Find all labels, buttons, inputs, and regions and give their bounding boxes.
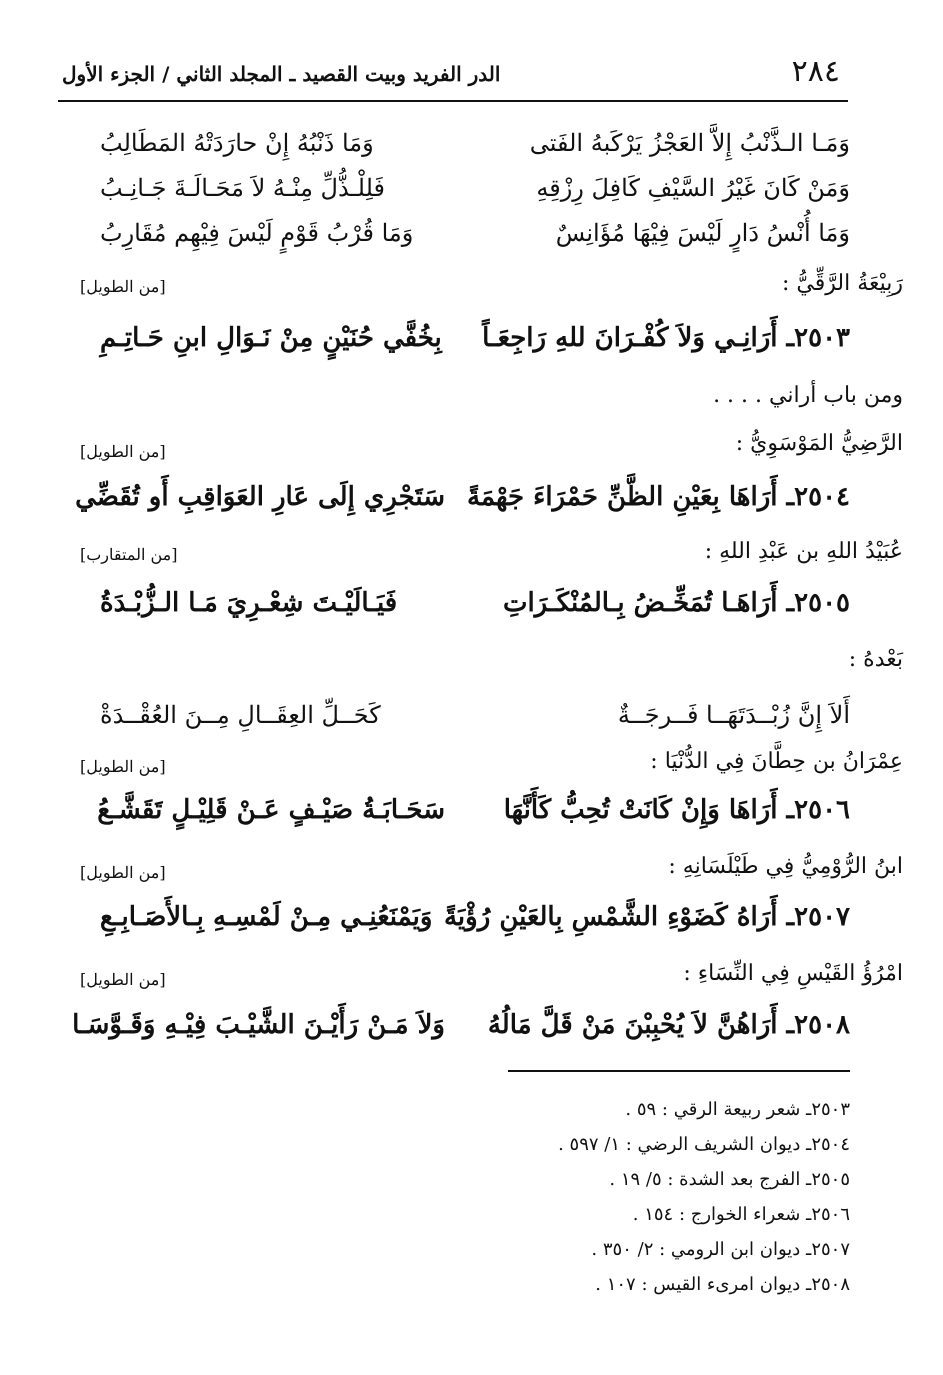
verse-second-hemistich: سَتَجْرِي إِلَى عَارِ العَوَاقِبِ أَو تُقَضِّي — [75, 482, 445, 512]
verse-first-hemistich: ٢٥٠٦ـ أَرَاهَا وَإِنْ كَانَتْ تُحِبُّ كَأَنَّهَا — [503, 795, 850, 825]
footnote: ٢٥٠٦ـ شعراء الخوارج : ١٥٤ . — [632, 1204, 850, 1225]
meter-label: [من المتقارب] — [80, 545, 178, 564]
meter-label: [من الطويل] — [80, 757, 166, 776]
page-header — [58, 52, 848, 98]
verse-row — [100, 163, 850, 213]
poet-attribution: عِمْرَانُ بن حِطَّانَ فِي الدُّنْيَا : — [650, 749, 903, 774]
verse-row-2503 — [100, 313, 850, 363]
verse-second-hemistich: كَحَــلِّ العِقَــالِ مِــنَ العُقْــدَةْ — [100, 701, 381, 729]
verse-row — [100, 118, 850, 168]
section-note: ومن باب أراني . . . . — [713, 383, 903, 408]
meter-label: [من الطويل] — [80, 970, 166, 989]
verse-second-hemistich: وَيَمْنَعُنِـي مِـنْ لَمْسِـهِ بِـالأَصَـابِـعِ — [100, 902, 433, 932]
poet-attribution: امْرُؤُ القَيْسِ فِي النِّسَاءِ : — [683, 961, 903, 986]
footnote: ٢٥٠٥ـ الفرج بعد الشدة : ٥/ ١٩ . — [609, 1169, 850, 1190]
verse-row-2504 — [75, 472, 850, 522]
verse-second-hemistich: فَلِلْـذُّلِّ مِنْـهُ لاَ مَحَـالَـةَ جَـانِـبُ — [100, 174, 385, 202]
footnote: ٢٥٠٤ـ ديوان الشريف الرضي : ١/ ٥٩٧ . — [558, 1134, 850, 1155]
verse-row-2508 — [72, 1000, 850, 1050]
verse-first-hemistich: ٢٥٠٤ـ أَرَاهَا بِعَيْنِ الظَّنِّ حَمْرَاءَ جَهْمَةً — [467, 482, 850, 512]
poet-attribution: رَبِيْعَةُ الرَّقِّيُّ : — [782, 271, 903, 296]
verse-first-hemistich: أَلاَ إِنَّ زُبْــدَتَهَــا فَــرجَــةٌ — [617, 701, 850, 729]
verse-row — [100, 208, 850, 258]
verse-second-hemistich: وَمَا قُرْبُ قَوْمٍ لَيْسَ فِيْهِم مُقَارِبُ — [100, 219, 414, 247]
meter-label: [من الطويل] — [80, 277, 166, 296]
meter-label: [من الطويل] — [80, 863, 166, 882]
poet-attribution: عُبَيْدُ اللهِ بن عَبْدِ اللهِ : — [704, 539, 903, 564]
footnote: ٢٥٠٨ـ ديوان امرىء القيس : ١٠٧ . — [595, 1274, 850, 1295]
verse-first-hemistich: ٢٥٠٣ـ أَرَانِـي وَلاَ كُفْـرَانَ للهِ رَاجِعَـاً — [482, 323, 850, 353]
poet-attribution: الرَّضِيُّ المَوْسَوِيُّ : — [735, 431, 903, 456]
verse-row-2506 — [97, 785, 850, 835]
poet-attribution: بَعْدهُ : — [848, 647, 903, 672]
verse-row-2505 — [100, 578, 850, 628]
verse-first-hemistich: وَمَا أُنْسُ دَارٍ لَيْسَ فِيْهَا مُؤَانِسٌ — [555, 219, 850, 247]
page-number: ٢٨٤ — [791, 54, 840, 89]
verse-second-hemistich: فَيَـالَيْـتَ شِعْـرِيَ مَـا الـزُّبْـدَةُ — [100, 588, 398, 618]
verse-row — [100, 690, 850, 740]
verse-first-hemistich: وَمَـا الـذَّنْبُ إِلاَّ العَجْزُ يَرْكَبهُ الفَتى — [529, 129, 850, 157]
header-rule — [58, 100, 848, 102]
footnote-rule — [508, 1070, 850, 1072]
footnote: ٢٥٠٣ـ شعر ربيعة الرقي : ٥٩ . — [625, 1099, 850, 1120]
verse-first-hemistich: ٢٥٠٥ـ أَرَاهَـا تُمَخِّـضُ بِـالمُنْكَـرَاتِ — [502, 588, 850, 618]
meter-label: [من الطويل] — [80, 442, 166, 461]
verse-second-hemistich: بِخُفَّي حُنَيْنٍ مِنْ نَـوَالِ ابنِ حَـاتِـمِ — [100, 323, 442, 353]
verse-row-2507 — [100, 892, 850, 942]
verse-first-hemistich: ٢٥٠٧ـ أَرَاهُ كَضَوْءِ الشَّمْسِ بِالعَيْنِ رُؤْيَةً — [443, 902, 850, 932]
footnote: ٢٥٠٧ـ ديوان ابن الرومي : ٢/ ٣٥٠ . — [591, 1239, 850, 1260]
verse-second-hemistich: وَلاَ مَـنْ رَأَيْـنَ الشَّيْـبَ فِيْـهِ وَقَـوَّسَـا — [72, 1010, 445, 1040]
running-title: الدر الفريد وبيت القصيد ـ المجلد الثاني / الجزء الأول — [62, 62, 501, 86]
verse-first-hemistich: وَمَنْ كَانَ غَيْرُ السَّيْفِ كَافِلَ رِزْقِهِ — [536, 174, 850, 202]
verse-first-hemistich: ٢٥٠٨ـ أَرَاهُنَّ لاَ يُحْبِبْنَ مَنْ قَلَّ مَالُهُ — [487, 1010, 850, 1040]
poet-attribution: ابنُ الرُّوْمِيُّ فِي طَيْلَسَانِهِ : — [668, 854, 903, 879]
verse-second-hemistich: وَمَا ذَنْبُهُ إِنْ حارَدَتْهُ المَطَالِبُ — [100, 129, 374, 157]
verse-second-hemistich: سَحَـابَـةُ صَيْـفٍ عَـنْ قَلِيْـلٍ تَقَشَّـعُ — [97, 795, 445, 825]
